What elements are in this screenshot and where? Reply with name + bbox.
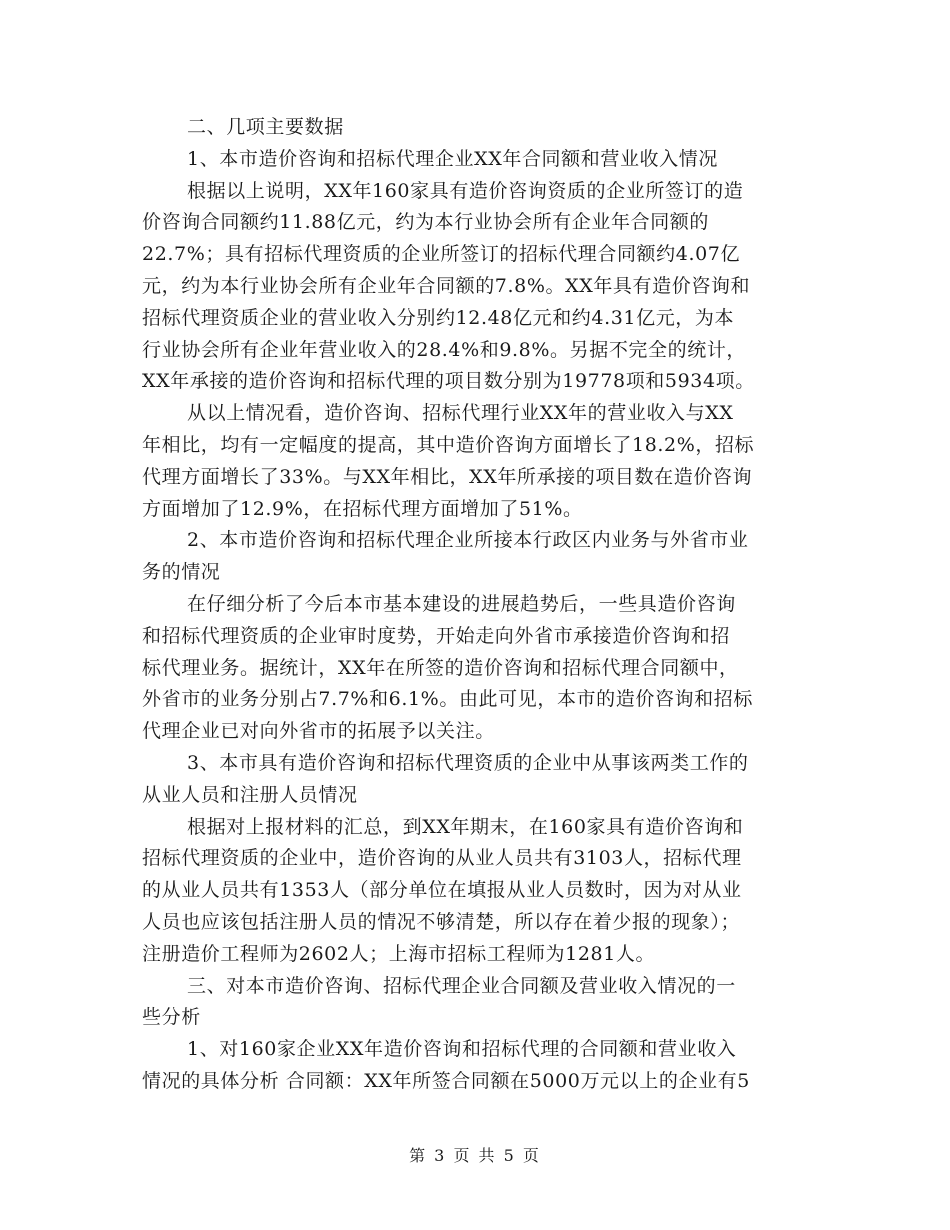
text-line: 从以上情况看，造价咨询、招标代理行业XX年的营业收入与XX <box>187 402 734 425</box>
text-line: 情况的具体分析 合同额：XX年所签合同额在5000万元以上的企业有5 <box>142 1069 750 1092</box>
text-line: 外省市的业务分别占7.7%和6.1%。由此可见，本市的造价咨询和招标 <box>142 688 753 711</box>
text-line: 代理方面增长了33%。与XX年相比，XX年所承接的项目数在造价咨询 <box>142 465 753 488</box>
text-line: 人员也应该包括注册人员的情况不够清楚，所以存在着少报的现象）； <box>142 910 741 933</box>
text-line: 的从业人员共有1353人（部分单位在填报从业人员数时，因为对从业 <box>142 879 742 902</box>
text-line: 价咨询合同额约11.88亿元，约为本行业协会所有企业年合同额的 <box>142 211 709 234</box>
text-line: 些分析 <box>142 1006 201 1029</box>
text-line: 在仔细分析了今后本市基本建设的进展趋势后，一些具造价咨询 <box>187 592 736 615</box>
text-line: 3、本市具有造价咨询和招标代理资质的企业中从事该两类工作的 <box>187 751 749 774</box>
text-line: 标代理业务。据统计，XX年在所签的造价咨询和招标代理合同额中， <box>142 656 739 679</box>
text-line: 务的情况 <box>142 561 221 584</box>
text-line: 2、本市造价咨询和招标代理企业所接本行政区内业务与外省市业 <box>187 529 749 552</box>
text-line: 二、几项主要数据 <box>187 116 344 138</box>
text-line: 和招标代理资质的企业审时度势，开始走向外省市承接造价咨询和招 <box>142 624 731 647</box>
text-line: XX年承接的造价咨询和招标代理的项目数分别为19778项和5934项。 <box>142 370 755 393</box>
text-line: 从业人员和注册人员情况 <box>142 783 358 806</box>
text-line: 22.7%；具有招标代理资质的企业所签订的招标代理合同额约4.07亿 <box>142 243 741 266</box>
text-line: 招标代理资质的企业中，造价咨询的从业人员共有3103人，招标代理 <box>142 847 742 870</box>
text-line: 方面增加了12.9%，在招标代理方面增加了51%。 <box>142 497 583 520</box>
text-line: 根据以上说明，XX年160家具有造价咨询资质的企业所签订的造 <box>187 179 744 202</box>
text-line: 年相比，均有一定幅度的提高，其中造价咨询方面增长了18.2%，招标 <box>142 433 755 456</box>
body-text <box>142 112 818 1098</box>
text-line: 1、对160家企业XX年造价咨询和招标代理的合同额和营业收入 <box>187 1038 737 1061</box>
text-line: 行业协会所有企业年营业收入的28.4%和9.8%。另据不完全的统计， <box>142 338 747 361</box>
text-line: 注册造价工程师为2602人；上海市招标工程师为1281人。 <box>142 942 656 965</box>
page-footer: 第 3 页 共 5 页 <box>409 1146 541 1165</box>
text-line: 根据对上报材料的汇总，到XX年期末，在160家具有造价咨询和 <box>187 815 744 838</box>
text-line: 1、本市造价咨询和招标代理企业XX年合同额和营业收入情况 <box>187 147 718 170</box>
text-line: 元，约为本行业协会所有企业年合同额的7.8%。XX年具有造价咨询和 <box>142 274 751 297</box>
text-line: 招标代理资质企业的营业收入分别约12.48亿元和约4.31亿元，为本 <box>142 306 735 329</box>
text-line: 三、对本市造价咨询、招标代理企业合同额及营业收入情况的一 <box>187 974 736 997</box>
text-line: 代理企业已对向外省市的拓展予以关注。 <box>142 720 495 743</box>
